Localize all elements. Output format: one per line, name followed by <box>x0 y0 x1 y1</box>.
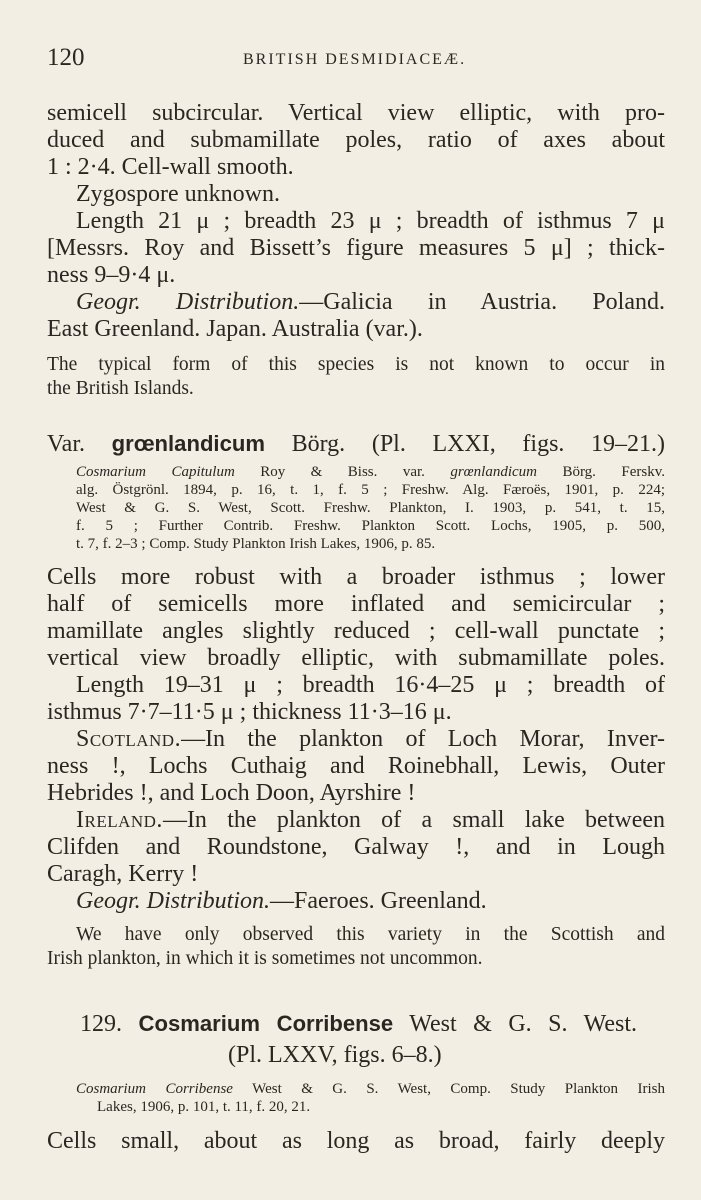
text-line: vertical view broadly elliptic, with submamillate poles. <box>47 645 665 671</box>
note-line: We have only observed this variety in the Scottish and <box>76 924 665 945</box>
variety-name: grœnlandicum <box>111 431 265 456</box>
reference-line: West & G. S. West, Scott. Freshw. Plankton, I. 1903, p. 541, t. 15, <box>76 500 665 516</box>
text-line: isthmus 7·7–11·5 μ ; thickness 11·3–16 μ. <box>47 699 452 725</box>
text-line: ness 9–9·4 μ. <box>47 262 176 288</box>
species-name: Cosmarium Corribense <box>138 1011 394 1036</box>
species-number: 129. <box>80 1011 122 1037</box>
text-line: Cells small, about as long as broad, fairly deeply <box>47 1128 665 1154</box>
text-line: mamillate angles slightly reduced ; cell-wall punctate ; <box>47 618 665 644</box>
reference-line: t. 7, f. 2–3 ; Comp. Study Plankton Irish Lakes, 1906, p. 85. <box>76 536 436 552</box>
text-line: Length 21 μ ; breadth 23 μ ; breadth of isthmus 7 μ <box>76 208 665 234</box>
text-line: duced and submamillate poles, ratio of axes about <box>47 127 665 153</box>
text-line: 1 : 2·4. Cell-wall smooth. <box>47 154 294 180</box>
region-label-ireland: Ireland. <box>76 807 163 833</box>
running-title: BRITISH DESMIDIACEÆ. <box>243 51 467 68</box>
reference-line: Lakes, 1906, p. 101, t. 11, f. 20, 21. <box>97 1099 311 1115</box>
text-line: Geogr. Distribution.—Faeroes. Greenland. <box>76 888 487 914</box>
text-line: Scotland.—In the plankton of Loch Morar, Inver- <box>76 726 665 752</box>
region-label-scotland: Scotland. <box>76 726 182 752</box>
note-line: The typical form of this species is not known to occur in <box>47 354 665 375</box>
page-number: 120 <box>47 44 85 71</box>
variety-heading: Var. grœnlandicum Börg. (Pl. LXXI, figs. 19–21.) <box>47 431 666 457</box>
text-line: semicell subcircular. Vertical view elliptic, with pro- <box>47 100 665 126</box>
reference-line: alg. Östgrönl. 1894, p. 16, t. 1, f. 5 ; Freshw. Alg. Færoës, 1901, p. 224; <box>76 482 665 498</box>
text-line: Clifden and Roundstone, Galway !, and in Lough <box>47 834 665 860</box>
species-plate-reference: (Pl. LXXV, figs. 6–8.) <box>228 1042 442 1068</box>
text-line: Zygospore unknown. <box>76 181 280 207</box>
text-line: East Greenland. Japan. Australia (var.). <box>47 316 423 342</box>
geogr-distribution-label: Geogr. Distribution. <box>76 289 300 315</box>
text-line: Length 19–31 μ ; breadth 16·4–25 μ ; breadth of <box>76 672 665 698</box>
text-line: half of semicells more inflated and semicircular ; <box>47 591 665 617</box>
note-line: Irish plankton, in which it is sometimes not uncommon. <box>47 948 483 969</box>
text-line: Caragh, Kerry ! <box>47 861 199 887</box>
reference-line: Cosmarium Capitulum Roy & Biss. var. grœnlandicum Börg. Ferskv. <box>76 464 665 480</box>
text-line: ness !, Lochs Cuthaig and Roinebhall, Lewis, Outer <box>47 753 665 779</box>
note-line: the British Islands. <box>47 378 194 399</box>
text-line: Ireland.—In the plankton of a small lake between <box>76 807 665 833</box>
text-line: [Messrs. Roy and Bissett’s figure measures 5 μ] ; thick- <box>47 235 665 261</box>
geogr-distribution-label: Geogr. Distribution. <box>76 888 271 914</box>
species-heading: 129. Cosmarium Corribense West & G. S. West. <box>80 1011 637 1037</box>
text-line: Cells more robust with a broader isthmus ; lower <box>47 564 665 590</box>
reference-line: Cosmarium Corribense West & G. S. West, Comp. Study Plankton Irish <box>76 1081 665 1097</box>
text-line: Geogr. Distribution.—Galicia in Austria. Poland. <box>76 289 665 315</box>
reference-line: f. 5 ; Further Contrib. Freshw. Plankton Scott. Lochs, 1905, p. 500, <box>76 518 665 534</box>
text-line: Hebrides !, and Loch Doon, Ayrshire ! <box>47 780 416 806</box>
